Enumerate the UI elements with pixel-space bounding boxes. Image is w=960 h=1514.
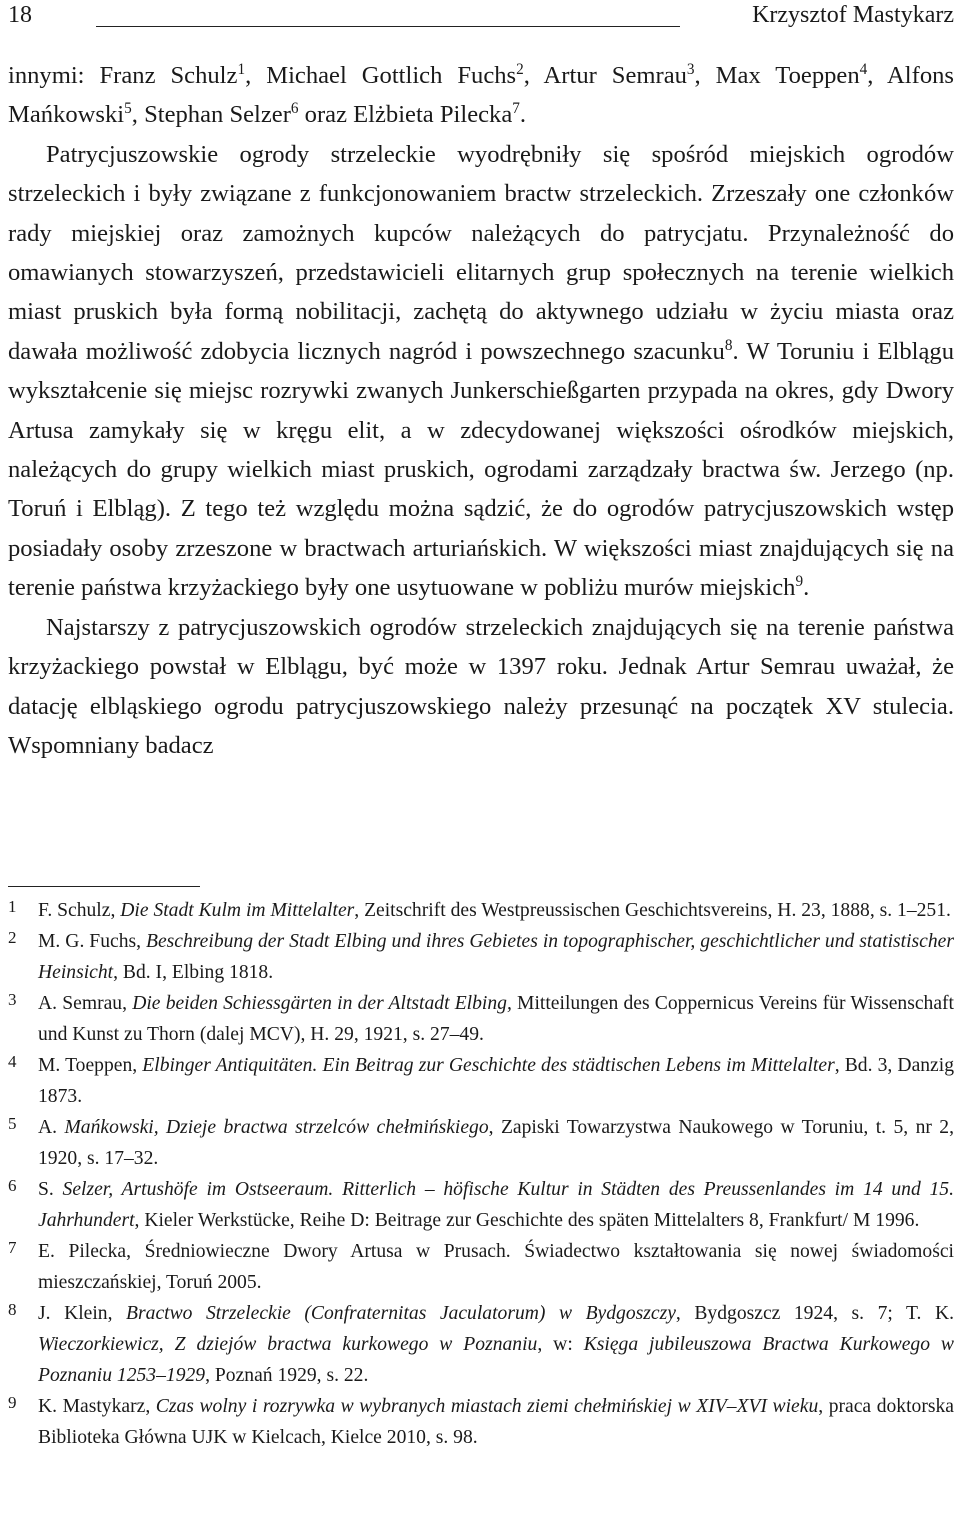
footnote-9 xyxy=(8,1391,954,1453)
footnote-title: Wieczorkiewicz, Z dziejów bractwa kurkowego w Poznaniu xyxy=(38,1334,538,1355)
footnote-ref-5: 5 xyxy=(124,100,132,118)
footnote-ref-3: 3 xyxy=(686,60,695,78)
footnote-ref-1: 1 xyxy=(237,60,246,78)
running-header xyxy=(8,0,954,32)
footnote-number: 4 xyxy=(8,1052,17,1071)
footnote-ref-7: 7 xyxy=(512,100,520,118)
footnote-title: Bractwo Strzeleckie (Confraternitas Jaculatorum) w Bydgoszczy xyxy=(126,1303,676,1324)
paragraph-3: Najstarszy z patrycjuszowskich ogrodów strzeleckich znajdujących się na terenie państwa krzyżackiego powstał w Elblągu, być może w 1397 roku. Jednak Artur Semrau uważał, że datację elbląskiego ogrodu patrycjuszowskiego należy przesunąć na początek XV stulecia. Wspomniany badacz xyxy=(8,613,954,759)
footnote-8 xyxy=(8,1298,954,1391)
text-run: , Max Toeppen xyxy=(694,62,860,89)
text-run: , Alfons Mańkowski xyxy=(8,62,954,129)
paragraph-2 xyxy=(8,135,954,608)
footnote-text: M. G. Fuchs, xyxy=(38,931,146,952)
text-run: , Michael Gottlich Fuchs xyxy=(245,62,517,89)
text-run: Patrycjuszowskie ogrody strzeleckie wyodrębniły się spośród miejskich ogrodów strzeleckich i były związane z funkcjonowaniem bractw strzeleckich. Zrzeszały one członków rady miejskiej oraz zamożnych kupców należących do patrycjatu. Przynależność do omawianych stowarzyszeń, przedstawicieli elitarnych grup społecznych na terenie wielkich miast pruskich była formą nobilitacji, zachętą do aktywnego udziału w życiu miasta oraz dawała możliwość zdobycia licznych nagród i powszechnego szacunku xyxy=(8,140,954,365)
footnote-text: , Bd. 3, Danzig 1873. xyxy=(38,1055,954,1107)
footnote-number: 8 xyxy=(8,1300,17,1319)
footnote-title: Księga jubileuszowa Bractwa Kurkowego w Poznaniu 1253–1929 xyxy=(38,1334,954,1386)
text-run: . W Toruniu i Elblągu wykształcenie się miejsc rozrywki zwanych Junkerschießgarten przypada na okres, gdy Dwory Artusa zamykały się w kręgu elit, a w zdecydowanej większości ośrodków miejskich, należących do grupy wielkich miast pruskich, ogrodami zarządzały bractwa św. Jerzego (np. Toruń i Elbląg). Z tego też względu można sądzić, że do ogrodów patrycjuszowskich wstęp posiadały osoby zrzeszone w bractwach arturiańskich. W większości miast znajdujących się na terenie państwa krzyżackiego były one usytuowane w pobliżu murów miejskich xyxy=(8,337,955,602)
footnote-text: A. Semrau, xyxy=(38,993,133,1014)
footnote-number: 5 xyxy=(8,1114,17,1133)
footnote-number: 2 xyxy=(8,928,17,947)
header-rule xyxy=(96,26,680,27)
footnote-title: Die beiden Schiessgärten in der Altstadt Elbing, xyxy=(132,993,512,1014)
footnote-text: J. Klein, xyxy=(38,1303,127,1324)
footnote-text: , w: xyxy=(537,1334,584,1355)
footnotes xyxy=(8,895,954,1453)
footnote-number: 6 xyxy=(8,1176,17,1195)
footnote-text: M. Toeppen, xyxy=(38,1055,143,1076)
footnote-text: , Poznań 1929, s. 22. xyxy=(205,1365,369,1386)
footnote-text: , praca doktorska Biblioteka Główna UJK w Kielcach, Kielce 2010, s. 98. xyxy=(38,1396,954,1448)
footnote-3 xyxy=(8,988,954,1050)
footnote-title: Mańkowski, Dzieje bractwa strzelców chełmińskiego xyxy=(64,1117,489,1138)
footnote-text: Mitteilungen des Coppernicus Vereins für Wissenschaft und Kunst zu Thorn (dalej MCV), H. 29, 1921, s. 27–49. xyxy=(38,993,954,1045)
footnote-text: , Bydgoszcz 1924, s. 7; T. K. xyxy=(675,1303,955,1324)
paragraph-1 xyxy=(8,56,954,135)
footnote-text: , Zapiski Towarzystwa Naukowego w Toruniu, t. 5, nr 2, 1920, s. 17–32. xyxy=(38,1117,955,1169)
main-text xyxy=(8,56,954,765)
footnote-number: 9 xyxy=(8,1393,17,1412)
footnote-text: K. Mastykarz, xyxy=(38,1396,156,1417)
footnote-separator xyxy=(8,886,200,887)
footnote-number: 7 xyxy=(8,1238,17,1257)
running-head-author: Krzysztof Mastykarz xyxy=(752,2,954,28)
footnote-text: , Kieler Werkstücke, Reihe D: Beitrage zur Geschichte des späten Mittelalters 8, Frankfurt/ M 1996. xyxy=(134,1210,920,1231)
footnote-title: Beschreibung der Stadt Elbing und ihres Gebietes in topographischer, geschichtlicher und statistischer Heinsicht xyxy=(38,931,955,983)
footnote-text: E. Pilecka, Średniowieczne Dwory Artusa w Prusach. Świadectwo kształtowania się nowej świadomości mieszczańskiej, Toruń 2005. xyxy=(38,1241,954,1293)
footnote-text: , Zeitschrift des Westpreussischen Geschichtsvereins, H. 23, 1888, s. 1–251. xyxy=(354,900,951,921)
footnote-number: 1 xyxy=(8,897,17,916)
text-run: innymi: Franz Schulz xyxy=(8,62,238,89)
footnote-text: , Bd. I, Elbing 1818. xyxy=(113,962,274,983)
footnote-ref-6: 6 xyxy=(290,100,299,118)
footnote-text: F. Schulz, xyxy=(38,900,121,921)
text-run: oraz Elżbieta Pilecka xyxy=(298,101,513,129)
text-run: , Stephan Selzer xyxy=(131,101,291,129)
footnote-7 xyxy=(8,1236,954,1298)
footnote-ref-2: 2 xyxy=(516,60,524,78)
text-run: , Artur Semrau xyxy=(523,62,687,89)
page-number: 18 xyxy=(8,2,32,28)
footnote-ref-9: 9 xyxy=(795,573,804,591)
footnote-4 xyxy=(8,1050,954,1112)
footnote-ref-4: 4 xyxy=(859,60,868,78)
footnote-title: Die Stadt Kulm im Mittelalter xyxy=(120,900,355,921)
footnote-title: Selzer, Artushöfe im Ostseeraum. Ritterlich – höfische Kultur in Städten des Preussenlandes im 14 und 15. Jahrhundert xyxy=(38,1179,954,1231)
footnote-text: A. xyxy=(38,1117,65,1138)
text-run: . xyxy=(519,101,527,129)
footnote-5 xyxy=(8,1112,954,1174)
text-run: . xyxy=(803,574,810,602)
footnote-2 xyxy=(8,926,954,988)
footnote-text: S. xyxy=(38,1179,63,1200)
footnote-1 xyxy=(8,895,954,926)
footnote-title: Elbinger Antiquitäten. Ein Beitrag zur Geschichte des städtischen Lebens im Mittelalter xyxy=(142,1055,835,1076)
footnote-ref-8: 8 xyxy=(724,336,733,354)
footnote-title: Czas wolny i rozrywka w wybranych miastach ziemi chełmińskiej w XIV–XVI wieku xyxy=(155,1396,819,1417)
footnote-6 xyxy=(8,1174,954,1236)
footnote-number: 3 xyxy=(8,990,17,1009)
